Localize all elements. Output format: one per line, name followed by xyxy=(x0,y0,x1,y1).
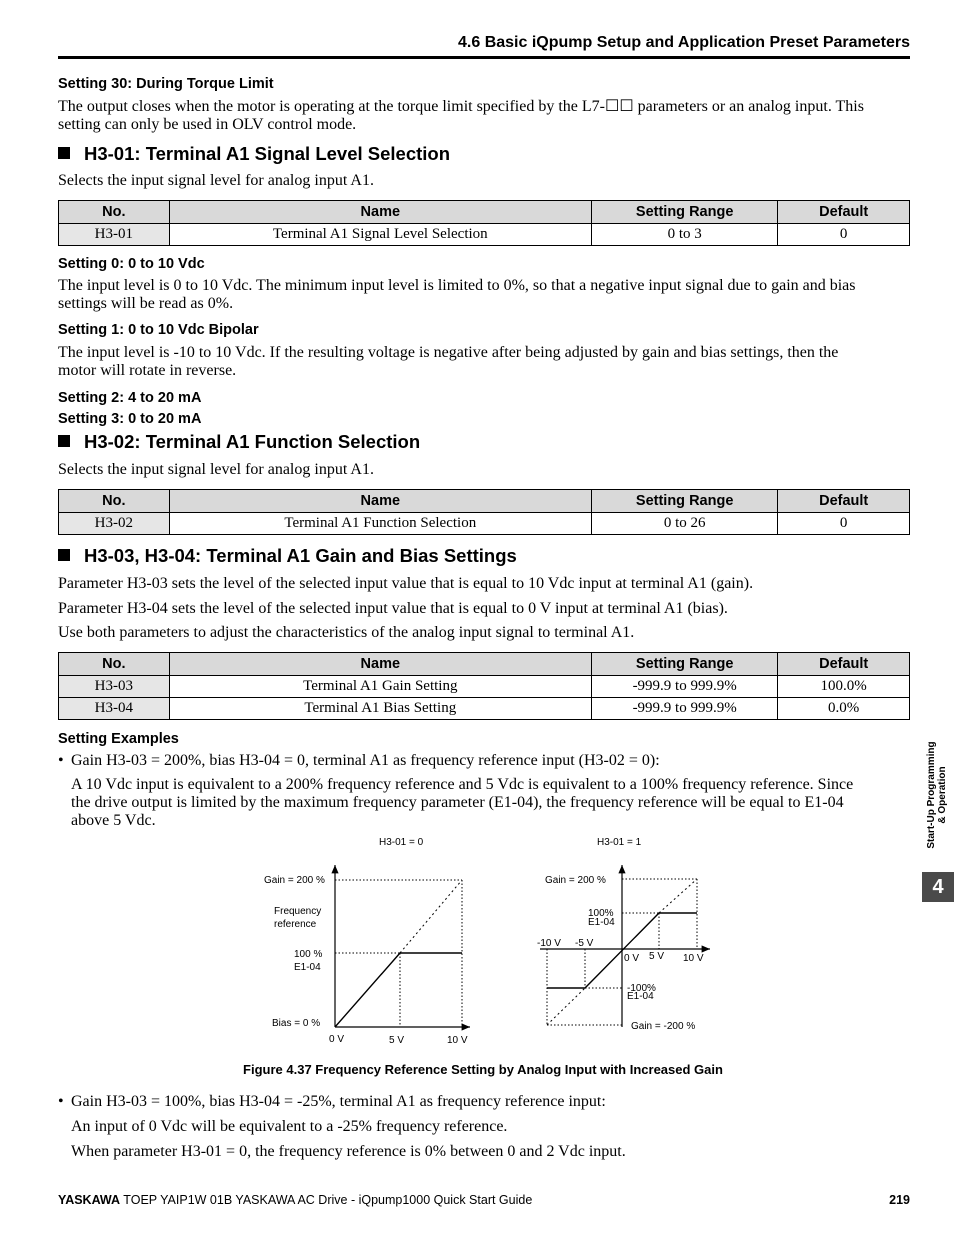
cell-no: H3-01 xyxy=(59,224,170,246)
setting0-text-2: settings will be read as 0%. xyxy=(58,295,234,312)
right-neg-gain-label: Gain = -200 % xyxy=(631,1021,696,1032)
h301-intro: Selects the input signal level for analog input A1. xyxy=(58,172,374,189)
right-100-label: 100% xyxy=(588,908,614,919)
right-pos-extension xyxy=(659,879,697,913)
h303-p3: Use both parameters to adjust the characteristics of the analog input signal to terminal A1. xyxy=(58,624,635,641)
cell-default: 0 xyxy=(778,224,910,246)
setting1-heading: Setting 1: 0 to 10 Vdc Bipolar xyxy=(58,322,259,338)
h302-intro: Selects the input signal level for analog input A1. xyxy=(58,461,374,478)
right-me104-label: E1-04 xyxy=(627,991,654,1002)
right-m100-label: -100% xyxy=(627,983,656,994)
setting2-heading: Setting 2: 4 to 20 mA xyxy=(58,390,202,406)
setting30-text-1: The output closes when the motor is operating at the torque limit specified by the L7-☐☐ parameters or an analog input. This xyxy=(58,98,864,115)
h301-table xyxy=(58,200,910,246)
footer-brand: YASKAWA xyxy=(58,1193,121,1207)
example-bullet-2 xyxy=(58,1093,606,1111)
setting0-heading: Setting 0: 0 to 10 Vdc xyxy=(58,256,205,272)
left-freq-label-1: Frequency xyxy=(274,906,322,917)
figure-caption: Figure 4.37 Frequency Reference Setting by Analog Input with Increased Gain xyxy=(243,1062,723,1077)
col-header-name: Name xyxy=(169,653,591,676)
right-xm5-label: -5 V xyxy=(575,938,594,949)
cell-name: Terminal A1 Signal Level Selection xyxy=(169,224,591,246)
example-bullet-2-text: Gain H3-03 = 100%, bias H3-04 = -25%, terminal A1 as frequency reference input: xyxy=(71,1093,606,1110)
h303-p1: Parameter H3-03 sets the level of the selected input value that is equal to 10 Vdc input at terminal A1 (gain). xyxy=(58,575,754,592)
footer-doc-text: TOEP YAIP1W 01B YASKAWA AC Drive - iQpump1000 Quick Start Guide xyxy=(120,1193,533,1207)
example-bullet-1-text: Gain H3-03 = 200%, bias H3-04 = 0, terminal A1 as frequency reference input (H3-02 = 0): xyxy=(71,752,660,769)
cell-default: 0.0% xyxy=(778,698,910,720)
h302-heading xyxy=(58,431,420,453)
bullet-square-icon xyxy=(58,549,70,561)
examples-heading: Setting Examples xyxy=(58,731,179,747)
bullet-square-icon xyxy=(58,147,70,159)
right-x5-label: 5 V xyxy=(649,951,665,962)
right-x0-label: 0 V xyxy=(624,953,640,964)
h301-heading xyxy=(58,143,450,165)
setting0-text-1: The input level is 0 to 10 Vdc. The minimum input level is limited to 0%, so that a negative input signal due to gain and bias xyxy=(58,277,856,294)
right-x10-label: 10 V xyxy=(683,953,704,964)
h301-heading-text: H3-01: Terminal A1 Signal Level Selection xyxy=(84,143,451,164)
h302-heading-text: H3-02: Terminal A1 Function Selection xyxy=(84,431,421,452)
col-header-name: Name xyxy=(169,201,591,224)
setting30-text-2: setting can only be used in OLV control mode. xyxy=(58,116,357,133)
right-neg-extension xyxy=(547,988,585,1025)
figure-diagram xyxy=(250,830,730,1055)
table-row xyxy=(59,676,910,698)
cell-range: -999.9 to 999.9% xyxy=(591,676,777,698)
side-tab-text-2: & Operation xyxy=(937,766,948,824)
cell-name: Terminal A1 Gain Setting xyxy=(169,676,591,698)
right-e104-label: E1-04 xyxy=(588,917,615,928)
col-header-default: Default xyxy=(778,201,910,224)
cell-no: H3-02 xyxy=(59,513,170,535)
h303-p2: Parameter H3-04 sets the level of the selected input value that is equal to 0 V input at terminal A1 (bias). xyxy=(58,600,728,617)
page-header xyxy=(58,34,910,59)
left-gain-extension xyxy=(400,880,462,953)
example1-text-3: above 5 Vdc. xyxy=(71,812,156,829)
col-header-no: No. xyxy=(59,653,170,676)
left-100-label: 100 % xyxy=(294,949,323,960)
h303-heading-text: H3-03, H3-04: Terminal A1 Gain and Bias Settings xyxy=(84,545,517,566)
table-row xyxy=(59,224,910,246)
cell-name: Terminal A1 Function Selection xyxy=(169,513,591,535)
example1-text-1: A 10 Vdc input is equivalent to a 200% frequency reference and 5 Vdc is equivalent to a 100% frequency reference. Since xyxy=(71,776,854,793)
right-gain-label: Gain = 200 % xyxy=(545,875,606,886)
left-gain-label: Gain = 200 % xyxy=(264,875,325,886)
col-header-name: Name xyxy=(169,490,591,513)
right-graph-title: H3-01 = 1 xyxy=(597,837,642,848)
left-freq-label-2: reference xyxy=(274,919,317,930)
cell-no: H3-03 xyxy=(59,676,170,698)
cell-default: 0 xyxy=(778,513,910,535)
table-header-row xyxy=(59,201,910,224)
left-reference-line xyxy=(335,953,462,1027)
table-row xyxy=(59,698,910,720)
left-x5-label: 5 V xyxy=(389,1035,405,1046)
left-graph-title: H3-01 = 0 xyxy=(379,837,424,848)
left-bias-label: Bias = 0 % xyxy=(272,1018,321,1029)
footer-doc xyxy=(58,1193,532,1207)
col-header-no: No. xyxy=(59,490,170,513)
example-bullet-1 xyxy=(58,752,660,770)
side-tab-text xyxy=(926,730,948,860)
chapter-number-badge: 4 xyxy=(922,872,954,902)
cell-no: H3-04 xyxy=(59,698,170,720)
setting30-heading: Setting 30: During Torque Limit xyxy=(58,76,274,92)
header-title: 4.6 Basic iQpump Setup and Application Preset Parameters xyxy=(458,34,910,51)
left-graph xyxy=(264,837,470,1046)
example1-text-2: the drive output is limited by the maximum frequency parameter (E1-04), the frequency reference will be equal to E1-04 xyxy=(71,794,844,811)
cell-default: 100.0% xyxy=(778,676,910,698)
left-x0-label: 0 V xyxy=(329,1034,345,1045)
bullet-dot: • xyxy=(58,1093,64,1110)
h303-heading xyxy=(58,545,517,567)
col-header-range: Setting Range xyxy=(591,490,777,513)
setting1-text-1: The input level is -10 to 10 Vdc. If the resulting voltage is negative after being adjusted by gain and bias settings, then the xyxy=(58,344,839,361)
table-row xyxy=(59,513,910,535)
right-graph xyxy=(537,837,710,1032)
page-number: 219 xyxy=(889,1193,910,1207)
h302-table xyxy=(58,489,910,535)
cell-name: Terminal A1 Bias Setting xyxy=(169,698,591,720)
setting1-text-2: motor will rotate in reverse. xyxy=(58,362,237,379)
cell-range: 0 to 3 xyxy=(591,224,777,246)
left-e104-label: E1-04 xyxy=(294,962,321,973)
setting3-heading: Setting 3: 0 to 20 mA xyxy=(58,411,202,427)
col-header-range: Setting Range xyxy=(591,653,777,676)
bullet-dot: • xyxy=(58,752,64,769)
h303-table xyxy=(58,652,910,720)
right-xm10-label: -10 V xyxy=(537,938,561,949)
col-header-default: Default xyxy=(778,490,910,513)
left-x10-label: 10 V xyxy=(447,1035,468,1046)
cell-range: -999.9 to 999.9% xyxy=(591,698,777,720)
col-header-default: Default xyxy=(778,653,910,676)
bullet-square-icon xyxy=(58,435,70,447)
col-header-range: Setting Range xyxy=(591,201,777,224)
table-header-row xyxy=(59,653,910,676)
side-tab-text-1: Start-Up Programming xyxy=(926,741,937,849)
cell-range: 0 to 26 xyxy=(591,513,777,535)
chapter-side-tab xyxy=(920,728,950,868)
example2-text-2: When parameter H3-01 = 0, the frequency reference is 0% between 0 and 2 Vdc input. xyxy=(71,1143,626,1160)
table-header-row xyxy=(59,490,910,513)
col-header-no: No. xyxy=(59,201,170,224)
example2-text-1: An input of 0 Vdc will be equivalent to a -25% frequency reference. xyxy=(71,1118,508,1135)
